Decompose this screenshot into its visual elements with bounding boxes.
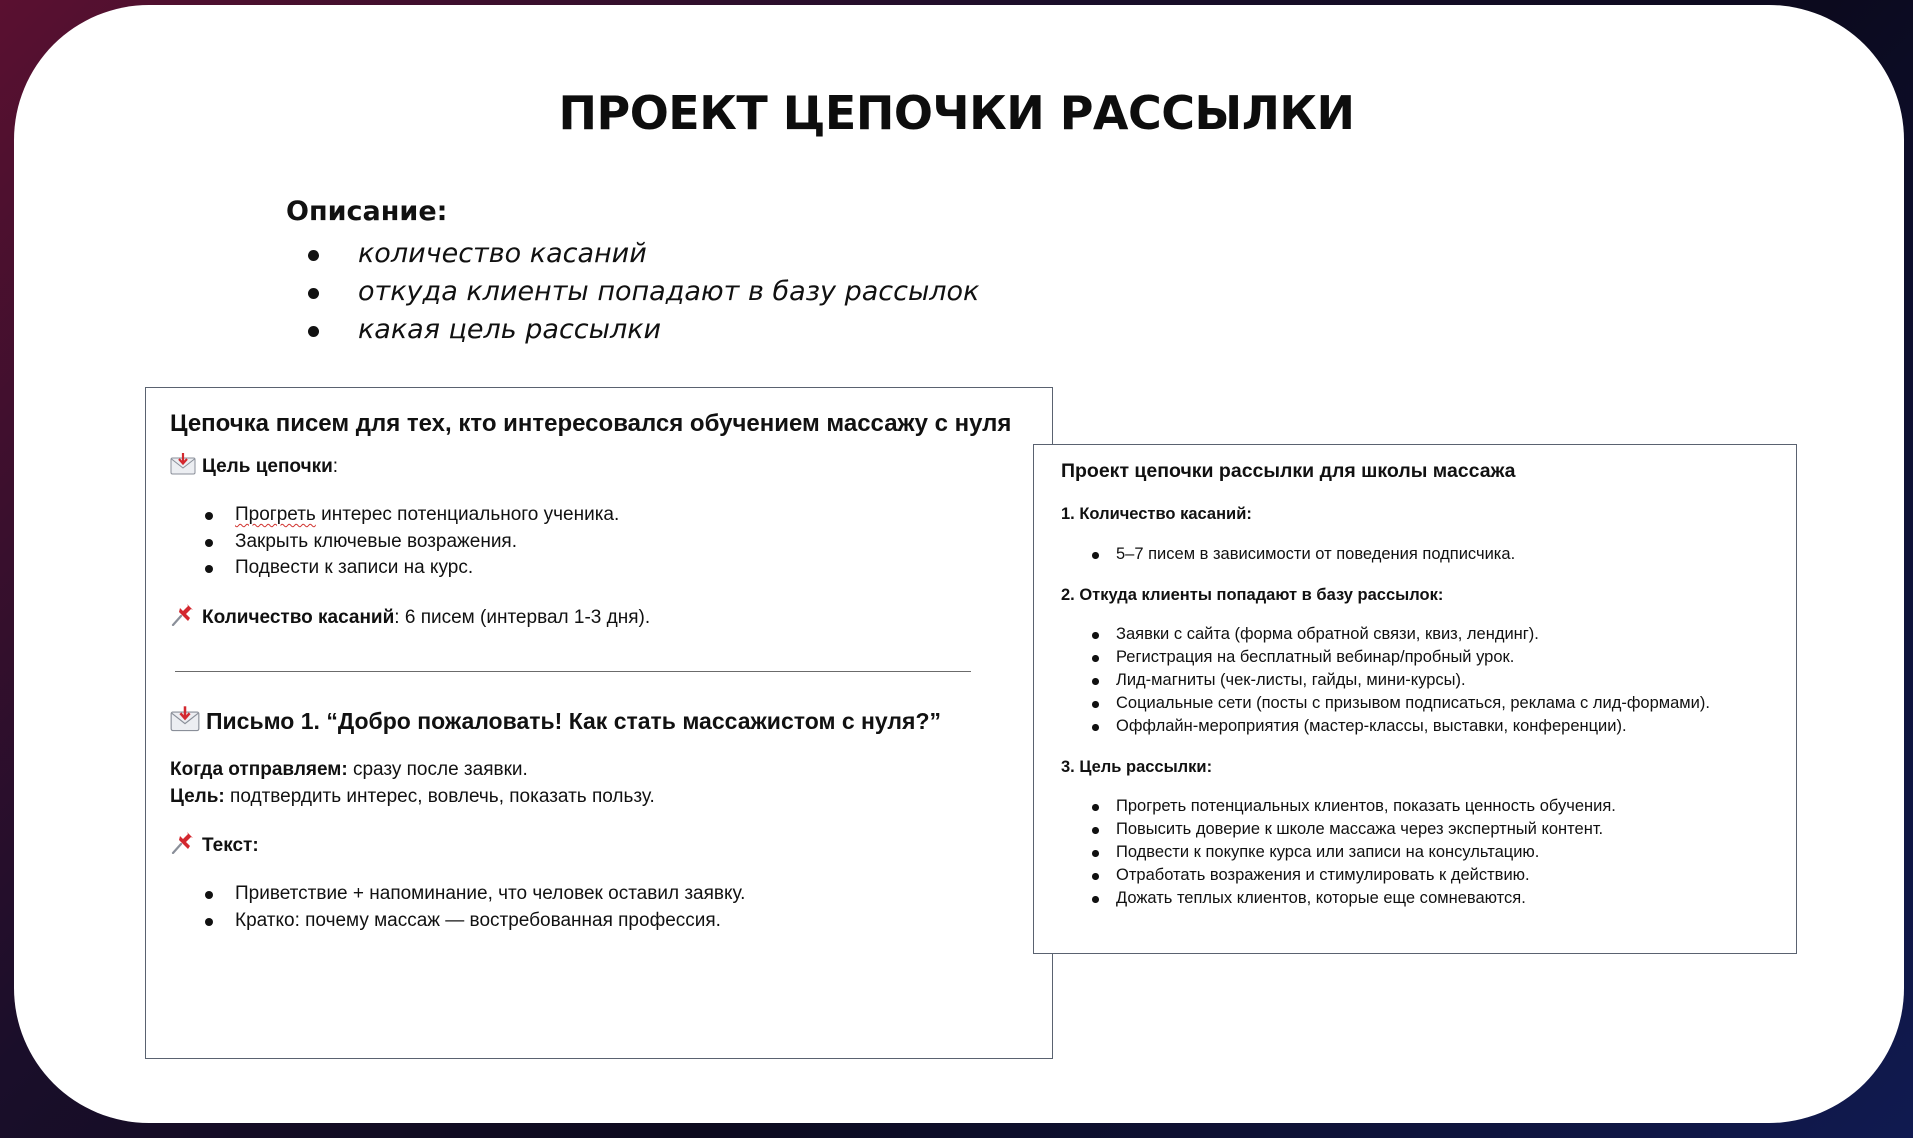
list-item-word: Закрыть: [235, 530, 309, 552]
document-title: Проект цепочки рассылки для школы массажа: [1061, 460, 1516, 482]
letter-heading: Письмо 1. “Добро пожаловать! Как стать массажистом с нуля?”: [206, 708, 941, 734]
list-item: Оффлайн-мероприятия (мастер-классы, выставки, конференции).: [1061, 715, 1770, 738]
list-item: Приветствие + напоминание, что человек оставил заявку.: [170, 881, 1028, 908]
page-title: ПРОЕКТ ЦЕПОЧКИ РАССЫЛКИ: [558, 86, 1355, 140]
section-heading: 1. Количество касаний:: [1061, 505, 1252, 523]
when-label: Когда отправляем:: [170, 759, 348, 780]
list-item-text: интерес потенциального ученика.: [315, 504, 620, 525]
description-item: откуда клиенты попадают в базу рассылок: [286, 273, 1186, 311]
when-value: сразу после заявки.: [347, 759, 528, 780]
spellcheck-word: Прогреть: [235, 504, 316, 525]
description-list: [286, 235, 1186, 349]
list-item: Кратко: почему массаж — востребованная профессия.: [170, 908, 1028, 935]
pushpin-icon: [170, 832, 196, 854]
list-item: [170, 502, 1028, 529]
list-item: Отработать возражения и стимулировать к действию.: [1061, 864, 1770, 887]
list-item: Прогреть потенциальных клиентов, показать ценность обучения.: [1061, 795, 1770, 818]
goal-heading: [170, 453, 1028, 480]
touches-line: [170, 604, 1028, 631]
pushpin-icon: [170, 604, 196, 626]
list-item: Подвести к покупке курса или записи на консультацию.: [1061, 841, 1770, 864]
list-item-text: ключевые возражения.: [308, 530, 518, 552]
touches-value: : 6 писем (интервал 1-3 дня).: [394, 606, 651, 628]
description-item: какая цель рассылки: [286, 311, 1186, 349]
goal-label: Цель цепочки: [202, 456, 333, 477]
list-item-text: к записи на курс.: [319, 557, 474, 578]
horizontal-divider: [175, 671, 971, 673]
list-item: Дожать теплых клиентов, которые еще сомневаются.: [1061, 887, 1770, 910]
list-item: Лид-магниты (чек-листы, гайды, мини-курсы).: [1061, 669, 1770, 692]
list-item: [170, 555, 1028, 582]
list-item: Социальные сети (посты с призывом подписаться, реклама с лид-формами).: [1061, 692, 1770, 715]
email-chain-document: [145, 387, 1053, 1059]
letter-heading-line: [170, 706, 1028, 736]
when-line: [170, 756, 1028, 783]
envelope-with-arrow-icon: [170, 706, 200, 732]
description-item: количество касаний: [286, 235, 1186, 273]
section-heading: 2. Откуда клиенты попадают в базу рассылок:: [1061, 586, 1444, 604]
aim-value: подтвердить интерес, вовлечь, показать пользу.: [224, 786, 655, 807]
text-heading: [170, 832, 1028, 859]
mailing-project-document: [1033, 444, 1797, 954]
description-label: Описание:: [286, 196, 448, 227]
section-list: [1061, 543, 1770, 566]
text-label: Текст:: [202, 835, 259, 856]
description-block: [286, 196, 1186, 349]
text-list: [170, 881, 1028, 934]
list-item: [170, 529, 1028, 556]
goal-colon: :: [332, 456, 339, 477]
list-item: 5–7 писем в зависимости от поведения подписчика.: [1061, 543, 1770, 566]
goal-list: [170, 502, 1028, 582]
list-item: Заявки с сайта (форма обратной связи, квиз, лендинг).: [1061, 623, 1770, 646]
list-item: Повысить доверие к школе массажа через экспертный контент.: [1061, 818, 1770, 841]
aim-label: Цель:: [170, 786, 225, 807]
envelope-with-arrow-icon: [170, 453, 196, 475]
list-item: Регистрация на бесплатный вебинар/пробный урок.: [1061, 646, 1770, 669]
section-list: [1061, 795, 1770, 910]
list-item-word: Подвести: [235, 557, 320, 578]
section-list: [1061, 623, 1770, 738]
document-title: Цепочка писем для тех, кто интересовался обучением массажу с нуля: [170, 410, 1012, 437]
section-heading: 3. Цель рассылки:: [1061, 758, 1213, 776]
aim-line: [170, 783, 1028, 810]
touches-label: Количество касаний: [202, 606, 395, 628]
